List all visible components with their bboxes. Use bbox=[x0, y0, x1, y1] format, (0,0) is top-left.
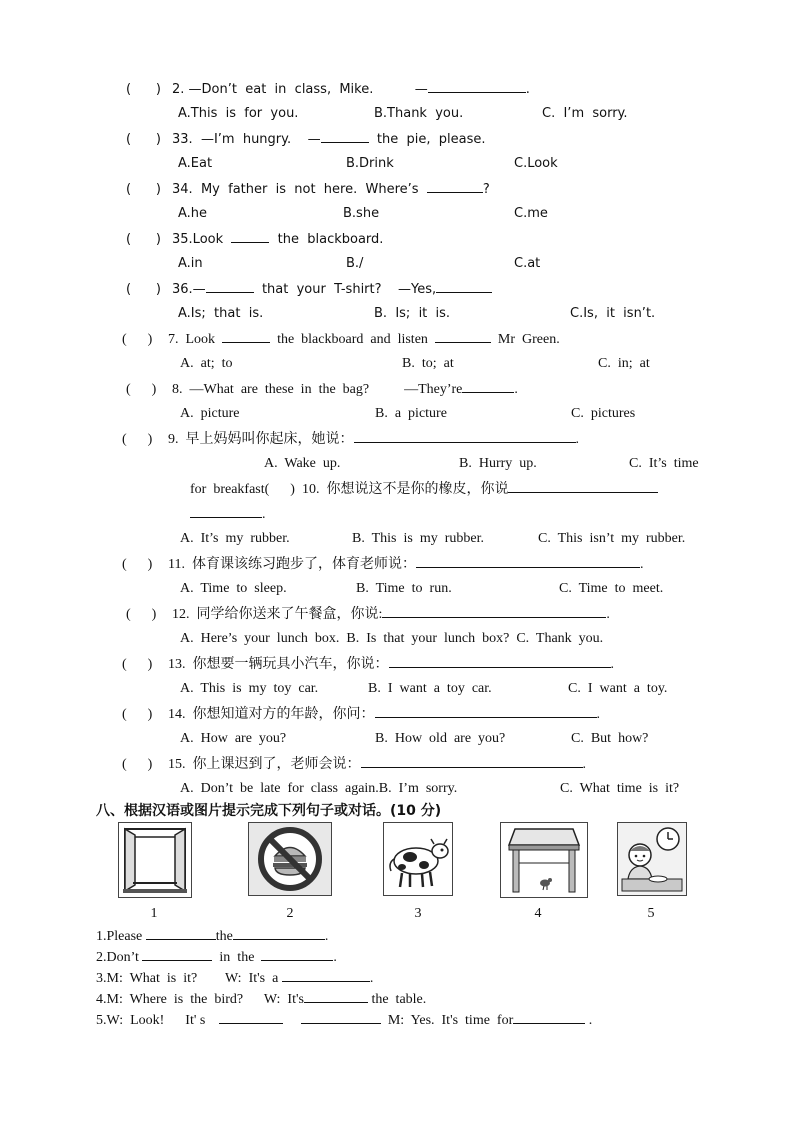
question-35: ( ) 35.Look the blackboard. bbox=[126, 232, 384, 247]
option-c: C. in; at bbox=[598, 356, 650, 371]
answer-paren[interactable]: ( ) bbox=[122, 557, 153, 572]
option-a: A. Time to sleep. bbox=[180, 581, 287, 596]
answer-paren[interactable]: ( ) bbox=[122, 657, 153, 672]
option-b: B. Hurry up. bbox=[459, 456, 537, 471]
option-a: A.he bbox=[178, 206, 208, 221]
answer-blank[interactable] bbox=[354, 430, 576, 443]
option-c: C. I’m sorry. bbox=[542, 106, 628, 121]
sentence-4: 4.M: Where is the bird? W: It's the table. bbox=[96, 992, 427, 1007]
picture-number-3: 3 bbox=[414, 906, 422, 921]
option-a: A. Wake up. bbox=[264, 456, 341, 471]
question-2: ( ) 2. —Don’t eat in class, Mike. — . bbox=[126, 82, 530, 97]
option-b: B. Is; it is. bbox=[374, 306, 451, 321]
no-hamburger-icon bbox=[248, 822, 332, 896]
answer-blank[interactable] bbox=[142, 948, 212, 961]
answer-blank[interactable] bbox=[416, 555, 640, 568]
sentence-3: 3.M: What is it? W: It's a . bbox=[96, 971, 374, 986]
question-15: ( ) 15. 你上课迟到了，老师会说： . bbox=[122, 757, 586, 772]
option-b: B. How old are you? bbox=[375, 731, 506, 746]
picture-number-1: 1 bbox=[150, 906, 158, 921]
picture-number-4: 4 bbox=[534, 906, 542, 921]
answer-paren[interactable]: ( ) bbox=[126, 282, 161, 297]
answer-blank[interactable] bbox=[462, 380, 514, 393]
answer-paren[interactable]: ( ) bbox=[126, 132, 161, 147]
question-13: ( ) 13. 你想要一辆玩具小汽车，你说： . bbox=[122, 657, 614, 672]
answer-paren[interactable]: ( ) bbox=[122, 332, 153, 347]
option-a: A. Here’s your lunch box. B. Is that your lunch box? C. Thank you. bbox=[180, 631, 604, 646]
sentence-1: 1.Please the . bbox=[96, 929, 329, 944]
option-a: A. It’s my rubber. bbox=[180, 531, 290, 546]
option-c: C.at bbox=[514, 256, 541, 271]
option-c: C. What time is it? bbox=[560, 781, 680, 796]
answer-blank[interactable] bbox=[261, 948, 333, 961]
option-a: A.This is for you. bbox=[178, 106, 299, 121]
answer-blank[interactable] bbox=[513, 1011, 585, 1024]
option-b: B. This is my rubber. bbox=[352, 531, 484, 546]
option-b: B.she bbox=[343, 206, 380, 221]
option-c: C. It’s time bbox=[629, 456, 699, 471]
question-9: ( ) 9. 早上妈妈叫你起床，她说： . bbox=[122, 432, 579, 447]
answer-blank[interactable] bbox=[231, 230, 269, 243]
option-a: A. picture bbox=[180, 406, 240, 421]
question-33: ( ) 33. —I’m hungry. — the pie, please. bbox=[126, 132, 486, 147]
answer-blank[interactable] bbox=[427, 180, 483, 193]
question-7: ( ) 7. Look the blackboard and listen Mr Green. bbox=[122, 332, 560, 347]
answer-blank[interactable] bbox=[375, 705, 597, 718]
option-a: A. This is my toy car. bbox=[180, 681, 319, 696]
answer-blank[interactable] bbox=[361, 755, 583, 768]
option-c: C. This isn’t my rubber. bbox=[538, 531, 686, 546]
answer-blank[interactable] bbox=[301, 1011, 381, 1024]
question-12: ( ) 12. 同学给你送来了午餐盒，你说: . bbox=[126, 607, 610, 622]
answer-blank[interactable] bbox=[508, 480, 658, 493]
option-c: C. pictures bbox=[571, 406, 636, 421]
option-b: B. a picture bbox=[375, 406, 447, 421]
answer-paren[interactable]: ( ) bbox=[122, 757, 153, 772]
option-c: C.Is, it isn’t. bbox=[570, 306, 656, 321]
answer-blank[interactable] bbox=[389, 655, 611, 668]
option-a: A. How are you? bbox=[180, 731, 287, 746]
option-b: B. to; at bbox=[402, 356, 454, 371]
boy-eating-clock-icon bbox=[617, 822, 687, 896]
option-c: C.me bbox=[514, 206, 548, 221]
sentence-2: 2.Don’t in the . bbox=[96, 950, 337, 965]
answer-blank[interactable] bbox=[428, 80, 526, 93]
answer-blank[interactable] bbox=[435, 330, 491, 343]
option-c: C. Time to meet. bbox=[559, 581, 664, 596]
question-34: ( ) 34. My father is not here. Where’s ? bbox=[126, 182, 490, 197]
bird-under-table-icon bbox=[500, 822, 588, 898]
answer-blank[interactable] bbox=[206, 280, 254, 293]
answer-paren[interactable]: ( ) bbox=[126, 607, 157, 622]
answer-paren[interactable]: ( ) bbox=[126, 182, 161, 197]
answer-paren[interactable]: ( ) bbox=[122, 432, 153, 447]
question-14: ( ) 14. 你想知道对方的年龄，你问： . bbox=[122, 707, 600, 722]
option-a: A.Eat bbox=[178, 156, 213, 171]
answer-paren[interactable]: ( ) bbox=[126, 82, 161, 97]
option-a: A.Is; that is. bbox=[178, 306, 264, 321]
picture-number-5: 5 bbox=[647, 906, 655, 921]
question-8: ( ) 8. —What are these in the bag? —They’re . bbox=[126, 382, 518, 397]
picture-number-2: 2 bbox=[286, 906, 294, 921]
answer-blank[interactable] bbox=[219, 1011, 283, 1024]
question-10-continued: . bbox=[190, 505, 266, 524]
option-c: C.Look bbox=[514, 156, 558, 171]
answer-paren[interactable]: ( ) bbox=[126, 382, 157, 397]
option-a: A. at; to bbox=[180, 356, 233, 371]
option-a: A. Don’t be late for class again.B. I’m sorry. bbox=[180, 781, 458, 796]
option-b: B. I want a toy car. bbox=[368, 681, 492, 696]
cow-icon bbox=[383, 822, 453, 896]
answer-blank[interactable] bbox=[190, 505, 262, 518]
answer-paren[interactable]: ( ) bbox=[126, 232, 161, 247]
window-icon bbox=[118, 822, 192, 898]
question-10: for breakfast( ) 10. 你想说这不是你的橡皮，你说 bbox=[190, 480, 658, 499]
answer-blank[interactable] bbox=[282, 969, 370, 982]
option-a: A.in bbox=[178, 256, 203, 271]
question-11: ( ) 11. 体育课该练习跑步了，体育老师说： . bbox=[122, 557, 644, 572]
answer-blank[interactable] bbox=[436, 280, 492, 293]
answer-blank[interactable] bbox=[222, 330, 270, 343]
answer-blank[interactable] bbox=[233, 927, 325, 940]
option-b: B. Time to run. bbox=[356, 581, 452, 596]
answer-blank[interactable] bbox=[321, 130, 369, 143]
answer-blank[interactable] bbox=[382, 605, 606, 618]
option-b: B.Thank you. bbox=[374, 106, 464, 121]
option-c: C. I want a toy. bbox=[568, 681, 668, 696]
sentence-5: 5.W: Look! It' s M: Yes. It's time for . bbox=[96, 1013, 593, 1028]
option-b: B./ bbox=[346, 256, 364, 271]
option-b: B.Drink bbox=[346, 156, 394, 171]
answer-paren[interactable]: ( ) bbox=[122, 707, 153, 722]
section-8-title: 八、根据汉语或图片提示完成下列句子或对话。(10 分) bbox=[96, 803, 442, 819]
answer-blank[interactable] bbox=[304, 990, 368, 1003]
answer-blank[interactable] bbox=[146, 927, 216, 940]
option-c: C. But how? bbox=[571, 731, 649, 746]
question-36: ( ) 36.— that your T-shirt? —Yes, bbox=[126, 280, 492, 299]
